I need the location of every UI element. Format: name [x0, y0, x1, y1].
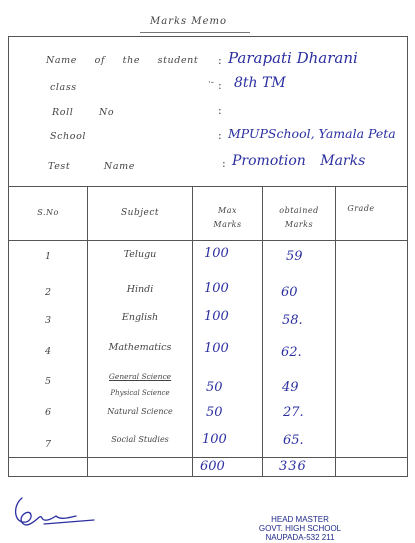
stamp-line-3: NAUPADA-532 211 [265, 533, 335, 541]
test-name-label: Test Name [48, 161, 135, 172]
row-5-sno: 5 [44, 376, 52, 387]
row-7-sno: 7 [44, 439, 52, 450]
col-divider-1 [87, 186, 88, 476]
page-right-border [407, 36, 408, 476]
test-name-colon: : [222, 157, 226, 170]
student-name-colon: : [218, 54, 222, 67]
row-6-max: 50 [206, 405, 223, 420]
row-3-sno: 3 [44, 315, 52, 326]
col-divider-2 [192, 186, 193, 476]
class-colon-2: : [218, 79, 222, 92]
col-divider-3 [262, 186, 263, 476]
table-header-bottom-line [8, 240, 408, 241]
row-2-subject: Hindi [126, 284, 154, 295]
student-name-label: Name of the student [46, 55, 199, 66]
school-colon: : [218, 129, 222, 142]
student-name-value: Parapati Dharani [228, 49, 358, 67]
title-underline [140, 32, 250, 33]
row-7-max: 100 [202, 432, 227, 447]
header-obtained-marks-1: obtained [279, 206, 319, 215]
row-6-sno: 6 [44, 407, 52, 418]
row-3-obtained: 58. [282, 313, 303, 328]
total-obtained-marks: 336 [279, 459, 307, 474]
header-subject: Subject [121, 208, 159, 218]
stamp-line-1: HEAD MASTER [271, 515, 329, 524]
class-label: class [50, 82, 77, 93]
header-max-marks-1: Max [218, 206, 237, 215]
school-label: School [50, 131, 87, 142]
header-max-marks-2: Marks [213, 220, 242, 229]
page-top-border [8, 36, 408, 37]
school-value: MPUPSchool, Yamala Peta [228, 126, 396, 141]
page-left-border [8, 36, 9, 476]
row-4-max: 100 [204, 341, 229, 356]
table-body-bottom-line [8, 457, 408, 458]
row-5-max: 50 [206, 380, 223, 395]
header-sno: S.No [37, 208, 59, 217]
row-1-sno: 1 [44, 251, 52, 262]
signature [8, 490, 103, 535]
row-7-subject: Social Studies [111, 435, 169, 444]
row-5-obtained: 49 [282, 380, 299, 395]
col-divider-4 [335, 186, 336, 476]
row-4-subject: Mathematics [108, 342, 172, 353]
test-name-value: Promotion Marks [232, 153, 366, 169]
stamp-line-2: GOVT. HIGH SCHOOL [258, 524, 342, 533]
headmaster-stamp [250, 515, 350, 541]
row-1-obtained: 59 [286, 249, 303, 264]
row-2-sno: 2 [44, 287, 52, 298]
roll-no-label: Roll No [52, 107, 115, 118]
row-2-max: 100 [204, 281, 229, 296]
table-top-line [8, 186, 408, 187]
header-obtained-marks-2: Marks [284, 220, 314, 229]
row-5-subject: General Science [108, 372, 172, 381]
row-6-obtained: 27. [283, 405, 304, 420]
row-1-max: 100 [204, 246, 229, 261]
class-value: 8th TM [234, 75, 286, 91]
row-1-subject: Telugu [123, 249, 157, 260]
class-colon: ·- [208, 78, 214, 88]
row-3-max: 100 [204, 309, 229, 324]
row-5-subject-sub: Physical Science [110, 389, 170, 397]
row-4-sno: 4 [44, 346, 52, 357]
roll-no-colon: : [218, 104, 222, 117]
row-6-subject: Natural Science [107, 407, 173, 416]
row-4-obtained: 62. [281, 345, 302, 360]
row-2-obtained: 60 [281, 285, 298, 300]
header-grade: Grade [347, 204, 375, 213]
memo-title: Marks Memo [150, 16, 228, 27]
total-max-marks: 600 [200, 459, 225, 474]
row-7-obtained: 65. [283, 433, 304, 448]
table-total-bottom-line [8, 476, 408, 477]
row-3-subject: English [121, 312, 159, 323]
